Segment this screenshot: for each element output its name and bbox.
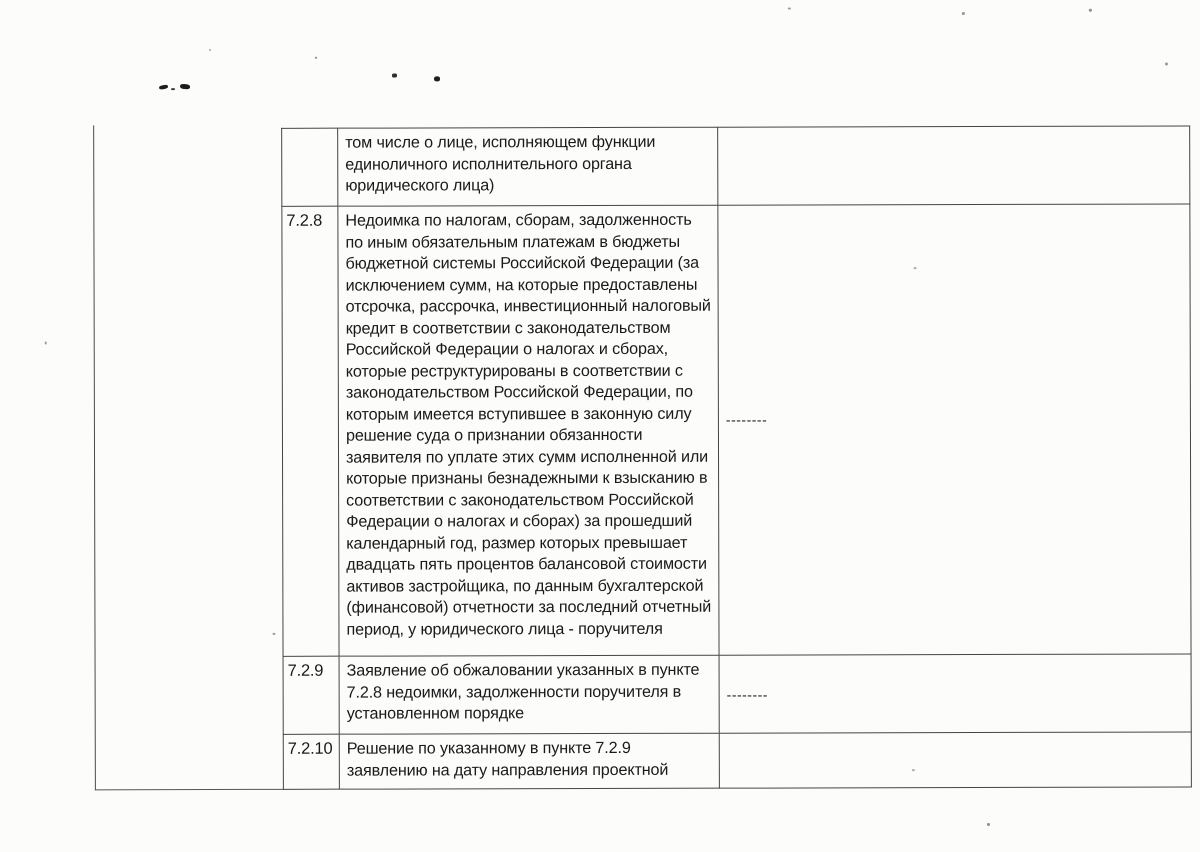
scan-noise-speck — [962, 12, 965, 15]
table-row-7-2-10 — [283, 732, 1191, 789]
row-value-cell — [719, 732, 1191, 788]
table-row-continuation — [282, 126, 1190, 206]
table-row-7-2-9 — [283, 654, 1191, 734]
scan-noise-speck — [788, 7, 791, 9]
scan-noise-speck — [1165, 63, 1168, 66]
scan-noise-speck — [180, 84, 190, 90]
scan-noise-speck — [434, 76, 440, 81]
scan-noise-speck — [1089, 9, 1092, 12]
row-value-cell: -------- — [718, 204, 1191, 655]
row-description-cell — [339, 733, 719, 789]
scan-noise-speck — [171, 88, 175, 90]
table-row-7-2-8 — [282, 204, 1191, 656]
row-description-text: Недоимка по налогам, сборам, задолженность по иным обязательным платежам в бюджеты бюджетной системы Российской Федерации (за исключением сумм, на которые предоставлены отсрочка, рассрочка, инвестиционный налоговый кредит в соответствии с законодательством Российской Федерации о налогах и сборах, которые реструктурированы в соответствии с законодательством Российской Федерации, по которым имеется вступившее в законную силу решение суда о признании обязанности заявителя по уплате этих сумм исполненной или которые признаны безнадежными к взысканию в соответствии с законодательством Российской Федерации о налогах и сборах) за прошедший календарный год, размер которых превышает двадцать пять процентов балансовой стоимости активов застройщика, по данным бухгалтерской (финансовой) отчетности за последний отчетный период, у юридического лица - поручителя — [345, 210, 712, 639]
scan-noise-speck — [209, 49, 211, 51]
scan-noise-speck — [912, 769, 915, 771]
table-left-empty-cell — [93, 125, 283, 790]
scan-noise-speck — [272, 633, 275, 635]
row-value-cell — [718, 126, 1190, 205]
scan-noise-speck — [392, 74, 397, 78]
row-description-cell — [339, 655, 719, 734]
row-number-cell: 7.2.9 — [283, 656, 339, 734]
row-number-cell: 7.2.10 — [283, 734, 339, 789]
scan-noise-speck — [987, 823, 990, 826]
row-value-cell: -------- — [719, 654, 1191, 733]
scan-noise-speck — [914, 267, 917, 269]
scan-noise-speck — [315, 57, 317, 59]
row-description-text: Решение по указанному в пункте 7.2.9 заявлению на дату направления проектной — [346, 738, 669, 780]
row-description-cell — [338, 127, 718, 206]
row-number-cell: 7.2.8 — [282, 206, 339, 656]
row-description-text: Заявление об обжаловании указанных в пункте 7.2.8 недоимки, задолженности поручителя в установленном порядке — [346, 660, 700, 723]
requirements-table — [281, 125, 1192, 789]
scan-noise-speck — [159, 84, 169, 90]
row-number-cell — [282, 128, 338, 206]
scan-noise-speck — [45, 341, 47, 344]
row-description-cell — [338, 205, 719, 656]
row-description-text: том числе о лице, исполняющем функции единоличного исполнительного органа юридического лица) — [345, 132, 656, 195]
